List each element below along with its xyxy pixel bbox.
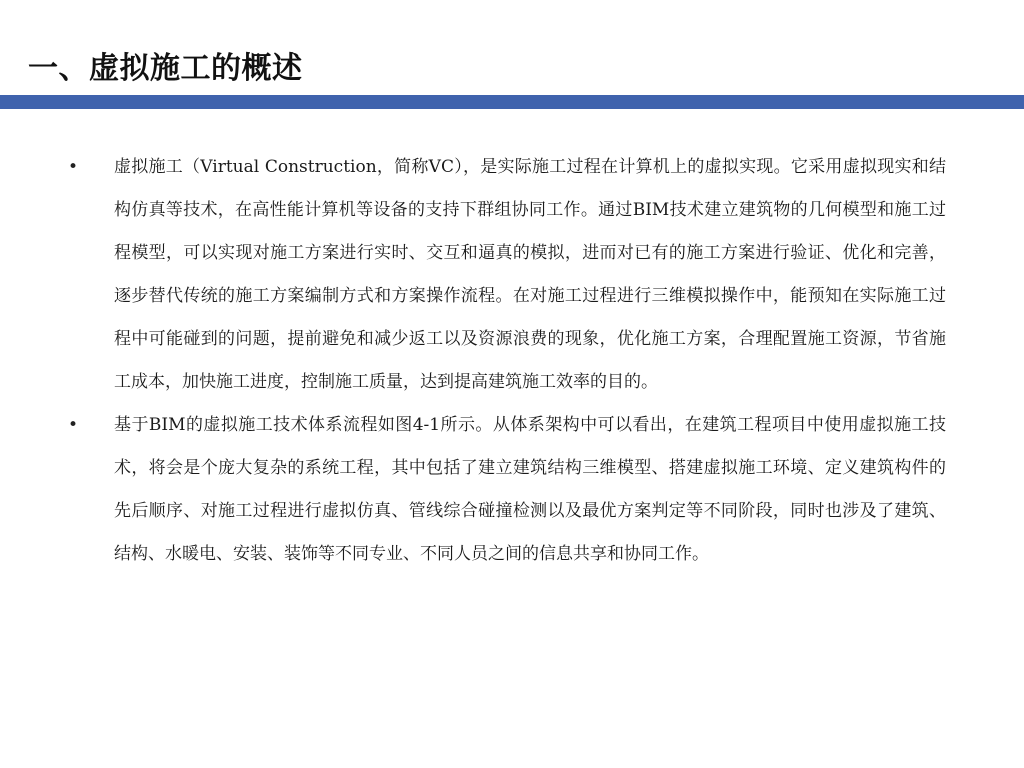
bullet-dot-icon: • — [68, 157, 79, 177]
title-underline-bar — [0, 95, 1024, 109]
bullet-item-1 — [66, 146, 946, 404]
slide-body — [66, 146, 946, 576]
bullet-item-2 — [66, 404, 946, 576]
bullet-text-virtual-construction-definition: 虚拟施工（Virtual Construction，简称VC），是实际施工过程在计算机上的虚拟实现。它采用虚拟现实和结构仿真等技术，在高性能计算机等设备的支持下群组协同工作。通过BIM技术建立建筑物的几何模型和施工过程模型，可以实现对施工方案进行实时、交互和逼真的模拟，进而对已有的施工方案进行验证、优化和完善，逐步替代传统的施工方案编制方式和方案操作流程。在对施工过程进行三维模拟操作中，能预知在实际施工过程中可能碰到的问题，提前避免和减少返工以及资源浪费的现象，优化施工方案，合理配置施工资源，节省施工成本，加快施工进度，控制施工质量，达到提高建筑施工效率的目的。 — [114, 157, 946, 392]
bullet-dot-icon: • — [68, 415, 79, 435]
bullet-text-bim-system-workflow: 基于BIM的虚拟施工技术体系流程如图4-1所示。从体系架构中可以看出，在建筑工程项目中使用虚拟施工技术，将会是个庞大复杂的系统工程，其中包括了建立建筑结构三维模型、搭建虚拟施工环境、定义建筑构件的先后顺序、对施工过程进行虚拟仿真、管线综合碰撞检测以及最优方案判定等不同阶段，同时也涉及了建筑、结构、水暖电、安装、装饰等不同专业、不同人员之间的信息共享和协同工作。 — [114, 415, 946, 564]
slide-title: 一、虚拟施工的概述 — [28, 51, 303, 86]
